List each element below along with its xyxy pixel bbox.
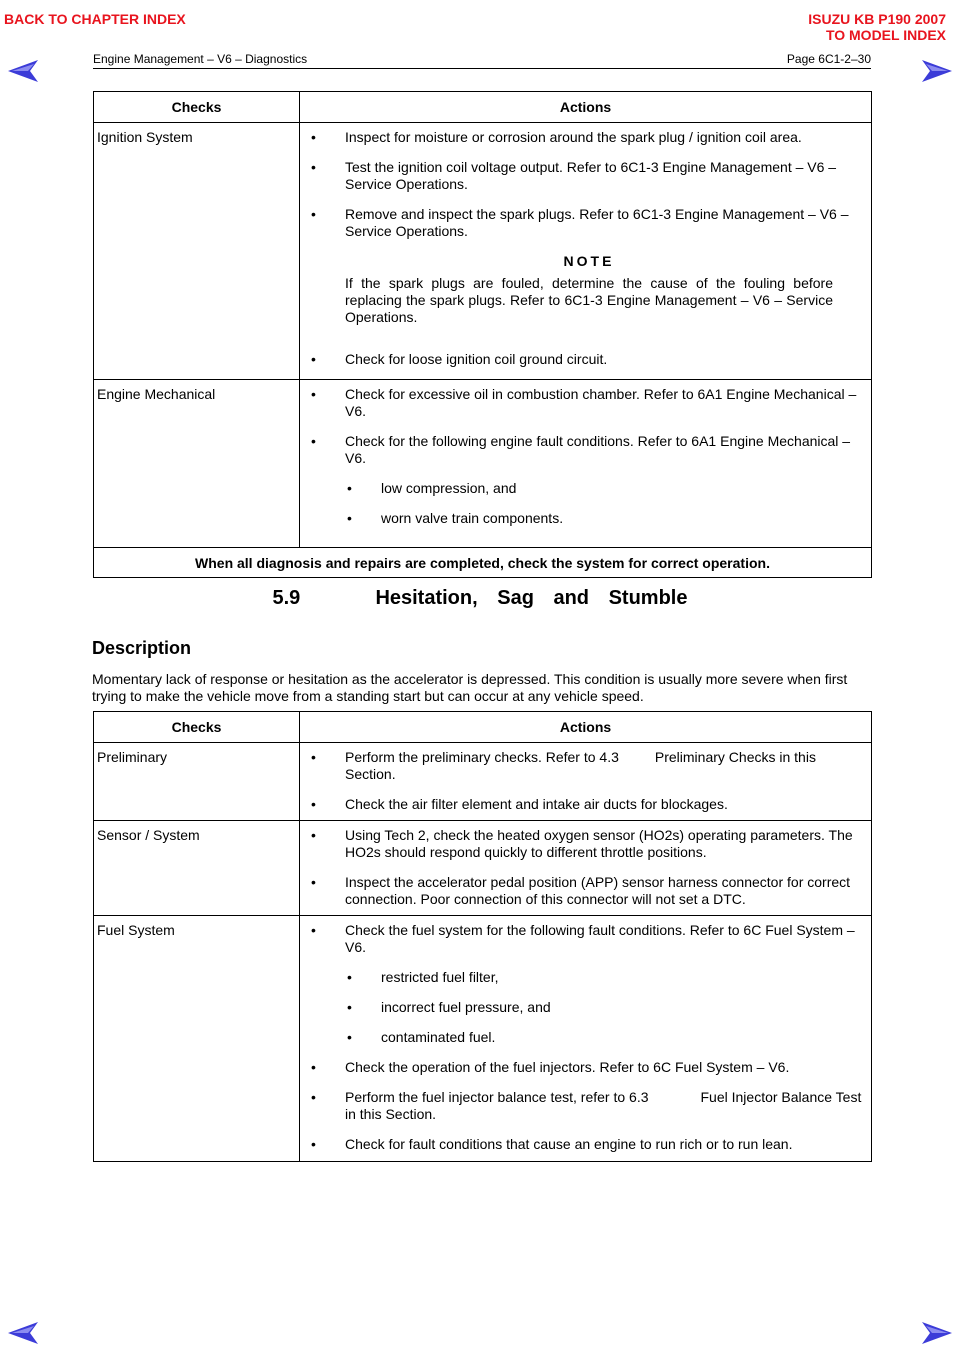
section-title-text: Hesitation, Sag and Stumble xyxy=(375,587,688,609)
prev-page-arrow-icon[interactable] xyxy=(8,60,38,82)
column-header-actions: Actions xyxy=(300,92,872,123)
check-label: Preliminary xyxy=(94,743,300,821)
page-header-title: Engine Management – V6 – Diagnostics xyxy=(93,52,308,66)
diagnostic-table-2 xyxy=(93,711,872,1162)
actions-cell xyxy=(300,743,872,821)
page-number: Page 6C1-2–30 xyxy=(786,52,871,66)
table-row xyxy=(94,821,872,916)
sub-list-item: • restricted fuel filter, xyxy=(347,969,499,985)
list-item: • Check the fuel system for the following fault conditions. Refer to 6C Fuel System – V6. xyxy=(311,922,855,955)
actions-cell xyxy=(300,380,872,548)
list-item: • Check the air filter element and intake air ducts for blockages. xyxy=(311,796,728,812)
sub-list-item: • incorrect fuel pressure, and xyxy=(347,999,551,1015)
model-index-link[interactable] xyxy=(808,11,946,43)
diagnostic-table-1 xyxy=(93,91,872,578)
prev-page-arrow-bottom-icon[interactable] xyxy=(8,1322,38,1344)
list-item: • Perform the fuel injector balance test, refer to 6.3 Fuel Injector Balance Test in this Section. xyxy=(311,1089,862,1122)
actions-cell xyxy=(300,916,872,1162)
back-to-chapter-index-link[interactable]: BACK TO CHAPTER INDEX xyxy=(4,11,186,27)
section-title xyxy=(0,586,960,610)
description-body: Momentary lack of response or hesitation as the accelerator is depressed. This condition is usually more severe when first trying to make the vehicle move from a standing start but can occur at any vehicle speed. xyxy=(92,671,848,704)
sub-list-item: • worn valve train components. xyxy=(347,510,564,526)
note-box xyxy=(345,253,833,326)
column-header-actions: Actions xyxy=(300,712,872,743)
table-row xyxy=(94,916,872,1162)
note-title: NOTE xyxy=(563,253,615,269)
list-item: • Test the ignition coil voltage output. Refer to 6C1-3 Engine Management – V6 – Service Operations. xyxy=(311,159,837,192)
table-row xyxy=(94,743,872,821)
actions-cell xyxy=(300,821,872,916)
next-page-arrow-icon[interactable] xyxy=(922,60,952,82)
table-row xyxy=(94,123,872,380)
column-header-checks: Checks xyxy=(94,92,300,123)
table-row xyxy=(94,380,872,548)
list-item: • Using Tech 2, check the heated oxygen sensor (HO2s) operating parameters. The HO2s should respond quickly to different throttle positions. xyxy=(311,827,853,860)
sub-list-item: • low compression, and xyxy=(347,480,517,496)
description-heading: Description xyxy=(92,638,192,658)
model-index-line1: ISUZU KB P190 2007 xyxy=(808,11,946,27)
check-label: Sensor / System xyxy=(94,821,300,916)
list-item: • Check for fault conditions that cause an engine to run rich or to run lean. xyxy=(311,1136,793,1152)
list-item: • Perform the preliminary checks. Refer to 4.3 Preliminary Checks in this Section. xyxy=(311,749,816,782)
list-item: • Check for loose ignition coil ground circuit. xyxy=(311,351,608,367)
check-label: Engine Mechanical xyxy=(94,380,300,548)
list-item: • Remove and inspect the spark plugs. Refer to 6C1-3 Engine Management – V6 – Service Operations. xyxy=(311,206,849,239)
list-item: • Inspect for moisture or corrosion around the spark plug / ignition coil area. xyxy=(311,129,802,145)
list-item: • Check the operation of the fuel injectors. Refer to 6C Fuel System – V6. xyxy=(311,1059,790,1075)
list-item: • Check for the following engine fault conditions. Refer to 6A1 Engine Mechanical – V6. xyxy=(311,433,851,466)
note-body: If the spark plugs are fouled, determine the cause of the fouling before replacing the spark plugs. Refer to 6C1-3 Engine Management – V6 – Service Operations. xyxy=(345,275,833,325)
check-label: Ignition System xyxy=(94,123,300,380)
actions-cell xyxy=(300,123,872,380)
check-label: Fuel System xyxy=(94,916,300,1162)
column-header-checks: Checks xyxy=(94,712,300,743)
final-instruction: When all diagnosis and repairs are completed, check the system for correct operation. xyxy=(94,548,872,578)
next-page-arrow-bottom-icon[interactable] xyxy=(922,1322,952,1344)
model-index-line2: TO MODEL INDEX xyxy=(825,27,946,43)
section-number: 5.9 xyxy=(272,587,301,609)
list-item: • Check for excessive oil in combustion chamber. Refer to 6A1 Engine Mechanical – V6. xyxy=(311,386,857,419)
list-item: • Inspect the accelerator pedal position (APP) sensor harness connector for correct connection. Poor connection of this connector will not set a DTC. xyxy=(311,874,851,907)
header-divider xyxy=(93,68,871,69)
sub-list-item: • contaminated fuel. xyxy=(347,1029,496,1045)
